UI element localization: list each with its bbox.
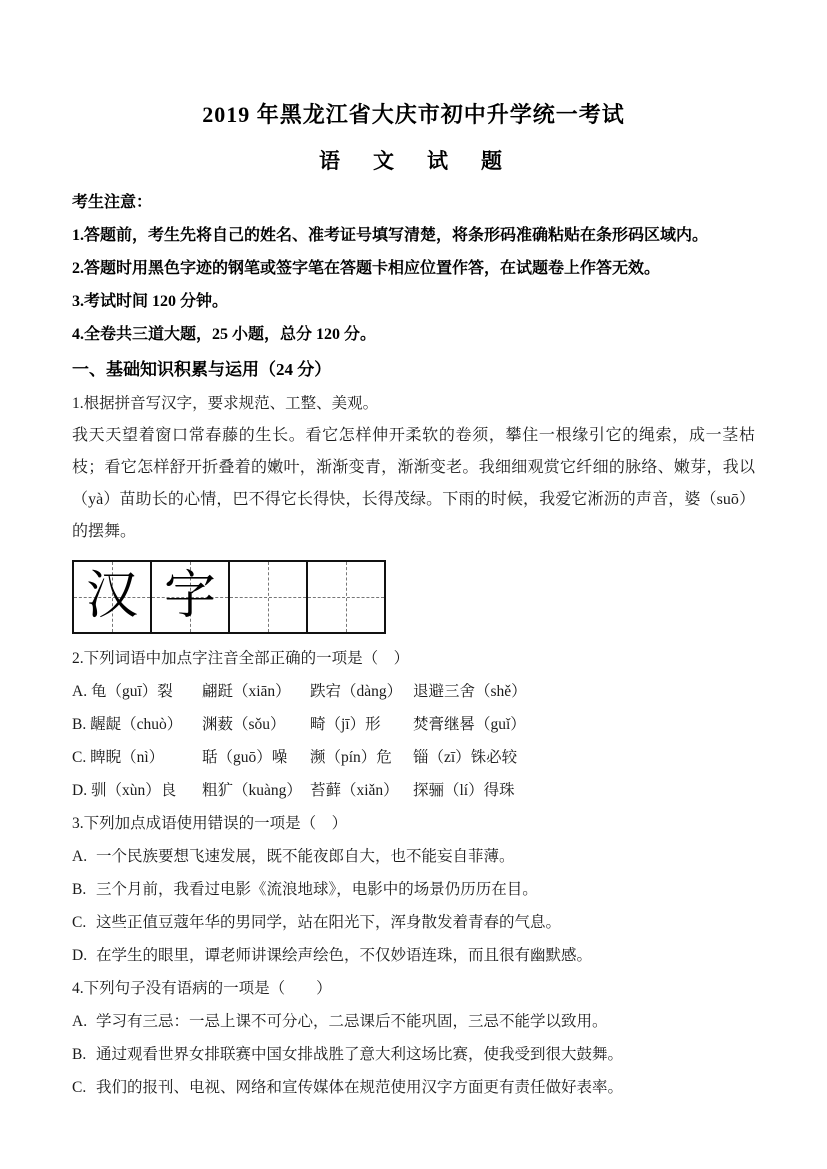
grid-cell [228, 562, 306, 632]
option-label: B. [72, 1046, 87, 1063]
page-title: 2019 年黑龙江省大庆市初中升学统一考试 [202, 102, 625, 127]
option-word: B. 龌龊（chuò） [72, 716, 183, 733]
question-3-option-a [72, 846, 755, 868]
option-word: 畸（jī）形 [310, 716, 381, 733]
option-label: A. [72, 1013, 88, 1030]
question-2-option-b [72, 714, 755, 736]
question-2-option-c [72, 747, 755, 769]
notice-heading: 考生注意： [72, 194, 153, 211]
writing-grid [72, 560, 386, 634]
option-word: 退避三舍（shě） [413, 683, 527, 700]
grid-cell [306, 562, 384, 632]
option-word: C. 睥睨（nì） [72, 749, 165, 766]
option-word: 渊薮（sǒu） [202, 716, 286, 733]
option-text: 一个民族要想飞速发展，既不能夜郎自大，也不能妄自菲薄。 [96, 848, 515, 865]
question-2-option-a [72, 681, 755, 703]
option-word: 粗犷（kuàng） [202, 782, 302, 799]
question-3-option-d [72, 945, 755, 967]
question-4-option-a [72, 1011, 755, 1033]
notice-item: 2.答题时用黑色字迹的钢笔或签字笔在答题卡相应位置作答，在试题卷上作答无效。 [72, 260, 661, 277]
question-2-option-d [72, 780, 755, 802]
option-word: 翩跹（xiān） [202, 683, 291, 700]
grid-cell-char: 字 [163, 568, 216, 625]
option-word: D. 驯（xùn）良 [72, 782, 177, 799]
grid-cell-char: 汉 [85, 568, 138, 625]
grid-cell-char [230, 562, 306, 632]
option-word: 濒（pín）危 [310, 749, 392, 766]
question-3-option-c [72, 912, 755, 934]
option-word: 焚膏继晷（guǐ） [413, 716, 526, 733]
candidate-notice [72, 192, 755, 346]
option-text: 这些正值豆蔻年华的男同学，站在阳光下，浑身散发着青春的气息。 [96, 914, 562, 931]
option-word: 探骊（lí）得珠 [413, 782, 515, 799]
option-word: 聒（guō）噪 [202, 749, 288, 766]
grid-cell [150, 562, 228, 632]
question-1-passage: 我天天望着窗口常春藤的生长。看它怎样伸开柔软的卷须，攀住一根缘引它的绳索，成一茎枯枝；看它怎样舒开折叠着的嫩叶，渐渐变青，渐渐变老。我细细观赏它纤细的脉络、嫩芽，我以（yà）苗助长的心情，巴不得它长得快，长得茂绿。下雨的时候，我爱它淅沥的声音，婆（suō）的摆舞。 [72, 427, 755, 540]
option-word: 锱（zī）铢必较 [413, 749, 518, 766]
option-label: B. [72, 881, 87, 898]
option-text: 学习有三忌：一忌上课不可分心，二忌课后不能巩固，三忌不能学以致用。 [96, 1013, 608, 1030]
question-1-stem: 1.根据拼音写汉字，要求规范、工整、美观。 [72, 395, 379, 412]
page-subtitle: 语 文 试 题 [319, 149, 508, 173]
notice-item: 4.全卷共三道大题，25 小题，总分 120 分。 [72, 326, 377, 343]
notice-item: 3.考试时间 120 分钟。 [72, 293, 229, 310]
question-3-stem: 3.下列加点成语使用错误的一项是（ ） [72, 815, 348, 832]
question-4-option-c [72, 1077, 755, 1099]
question-4 [72, 978, 755, 1099]
option-label: C. [72, 1079, 87, 1096]
question-4-stem: 4.下列句子没有语病的一项是（ ） [72, 980, 332, 997]
question-2-stem: 2.下列词语中加点字注音全部正确的一项是（ ） [72, 650, 410, 667]
option-word: 跌宕（dàng） [310, 683, 403, 700]
option-text: 我们的报刊、电视、网络和宣传媒体在规范使用汉字方面更有责任做好表率。 [96, 1079, 624, 1096]
question-2 [72, 648, 755, 802]
option-label: A. [72, 848, 88, 865]
option-label: C. [72, 914, 87, 931]
option-text: 通过观看世界女排联赛中国女排战胜了意大利这场比赛，使我受到很大鼓舞。 [96, 1046, 624, 1063]
question-3-option-b [72, 879, 755, 901]
option-text: 在学生的眼里，谭老师讲课绘声绘色，不仅妙语连珠，而且很有幽默感。 [96, 947, 593, 964]
question-1 [72, 393, 755, 637]
question-4-option-b [72, 1044, 755, 1066]
grid-cell [74, 562, 150, 632]
option-word: 苔藓（xiǎn） [310, 782, 399, 799]
notice-item: 1.答题前，考生先将自己的姓名、准考证号填写清楚，将条形码准确粘贴在条形码区域内。 [72, 227, 709, 244]
option-label: D. [72, 947, 88, 964]
option-word: A. 龟（guī）裂 [72, 683, 173, 700]
option-text: 三个月前，我看过电影《流浪地球》，电影中的场景仍历历在目。 [96, 881, 538, 898]
question-3 [72, 813, 755, 967]
grid-cell-char [308, 562, 384, 632]
section-1-heading: 一、基础知识积累与运用（24 分） [72, 360, 332, 379]
